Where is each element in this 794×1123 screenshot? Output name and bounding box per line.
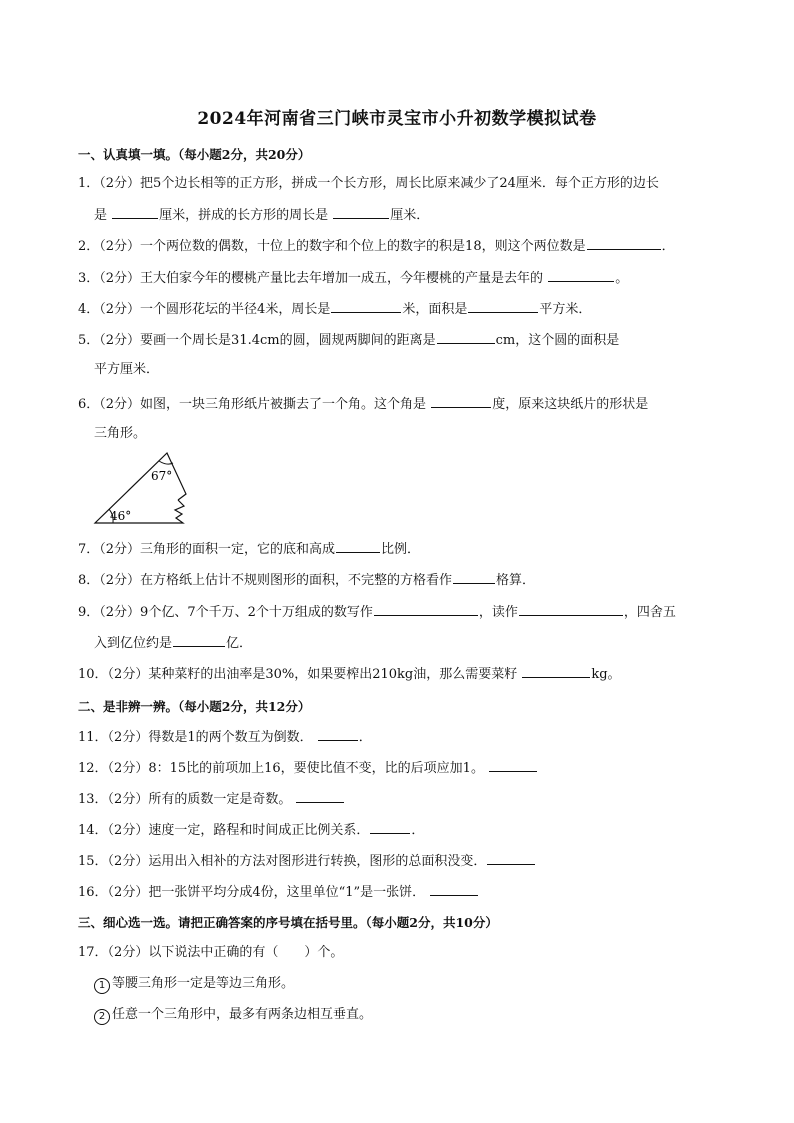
- question-9: 9．（2分）9个亿、7个千万、2个十万组成的数写作 ，读作 ，四舍五: [78, 602, 676, 622]
- question-3: 3．（2分）王大伯家今年的樱桃产量比去年增加一成五，今年樱桃的产量是去年的 。: [78, 268, 628, 288]
- answer-blank[interactable]: [453, 570, 495, 584]
- question-2: 2．（2分）一个两位数的偶数，十位上的数字和个位上的数字的积是18，则这个两位数是 ．: [78, 236, 675, 256]
- question-17-statement-2: 2 任意一个三角形中，最多有两条边相互垂直。: [94, 1006, 372, 1025]
- question-7: 7．（2分）三角形的面积一定，它的底和高成 比例．: [78, 539, 420, 559]
- question-12: 12．（2分）8：15比的前项加上16，要使比值不变，比的后项应加1。: [78, 758, 538, 778]
- answer-blank[interactable]: [333, 205, 389, 219]
- question-17-statement-1: 1 等腰三角形一定是等边三角形。: [94, 975, 294, 994]
- page-title: 2024年河南省三门峡市灵宝市小升初数学模拟试卷: [197, 109, 597, 129]
- answer-blank[interactable]: [370, 820, 410, 834]
- section-2-heading: 二、是非辨一辨。（每小题2分，共12分）: [78, 699, 311, 714]
- question-15: 15．（2分）运用出入相补的方法对图形进行转换，图形的总面积没变．: [78, 851, 536, 871]
- answer-blank[interactable]: [587, 236, 661, 250]
- circled-number: 2: [94, 1009, 110, 1025]
- question-8: 8．（2分）在方格纸上估计不规则图形的面积，不完整的方格看作 格算．: [78, 570, 535, 590]
- answer-blank[interactable]: [468, 299, 538, 313]
- answer-blank[interactable]: [296, 789, 344, 803]
- answer-blank[interactable]: [548, 268, 614, 282]
- section-3-heading: 三、细心选一选。请把正确答案的序号填在括号里。（每小题2分，共10分）: [78, 915, 498, 930]
- circled-number: 1: [94, 978, 110, 994]
- question-17: 17．（2分）以下说法中正确的有（ ）个。: [78, 945, 344, 960]
- question-4: 4．（2分）一个圆形花坛的半径4米，周长是 米，面积是 平方米．: [78, 299, 591, 319]
- answer-blank[interactable]: [437, 330, 495, 344]
- question-14: 14．（2分）速度一定，路程和时间成正比例关系． ．: [78, 820, 424, 840]
- answer-blank[interactable]: [431, 394, 491, 408]
- section-1-heading: 一、认真填一填。（每小题2分，共20分）: [78, 147, 311, 162]
- question-16: 16．（2分）把一张饼平均分成4份，这里单位“1”是一张饼．: [78, 882, 479, 902]
- answer-blank[interactable]: [318, 727, 358, 741]
- torn-triangle-figure: [90, 450, 200, 530]
- angle-label-top: 67°: [151, 469, 173, 483]
- question-6: 6．（2分）如图，一块三角形纸片被撕去了一个角。这个角是 度，原来这块纸片的形状是: [78, 394, 648, 414]
- question-9-cont: 入到亿位约是 亿．: [94, 633, 252, 653]
- answer-blank[interactable]: [331, 299, 401, 313]
- question-11: 11．（2分）得数是1的两个数互为倒数． ．: [78, 727, 372, 747]
- answer-blank[interactable]: [336, 539, 380, 553]
- answer-blank[interactable]: [374, 602, 478, 616]
- question-1-cont: 是 厘米，拼成的长方形的周长是 厘米．: [94, 205, 429, 225]
- answer-blank[interactable]: [173, 633, 225, 647]
- question-1: 1．（2分）把5个边长相等的正方形，拼成一个长方形，周长比原来减少了24厘米．每个正方形的边长: [78, 176, 659, 191]
- angle-label-bottom: 46°: [110, 509, 132, 523]
- answer-blank[interactable]: [522, 664, 590, 678]
- question-5: 5．（2分）要画一个周长是31.4cm的圆，圆规两脚间的距离是 cm，这个圆的面积是: [78, 330, 619, 350]
- answer-blank[interactable]: [112, 205, 158, 219]
- answer-blank[interactable]: [519, 602, 623, 616]
- answer-blank[interactable]: [489, 758, 537, 772]
- question-10: 10．（2分）某种菜籽的出油率是30%，如果要榨出210kg油，那么需要菜籽 kg。: [78, 664, 621, 684]
- answer-blank[interactable]: [430, 882, 478, 896]
- question-5-cont: 平方厘米．: [94, 362, 160, 377]
- question-13: 13．（2分）所有的质数一定是奇数。: [78, 789, 345, 809]
- answer-blank[interactable]: [487, 851, 535, 865]
- question-6-cont: 三角形。: [94, 426, 147, 441]
